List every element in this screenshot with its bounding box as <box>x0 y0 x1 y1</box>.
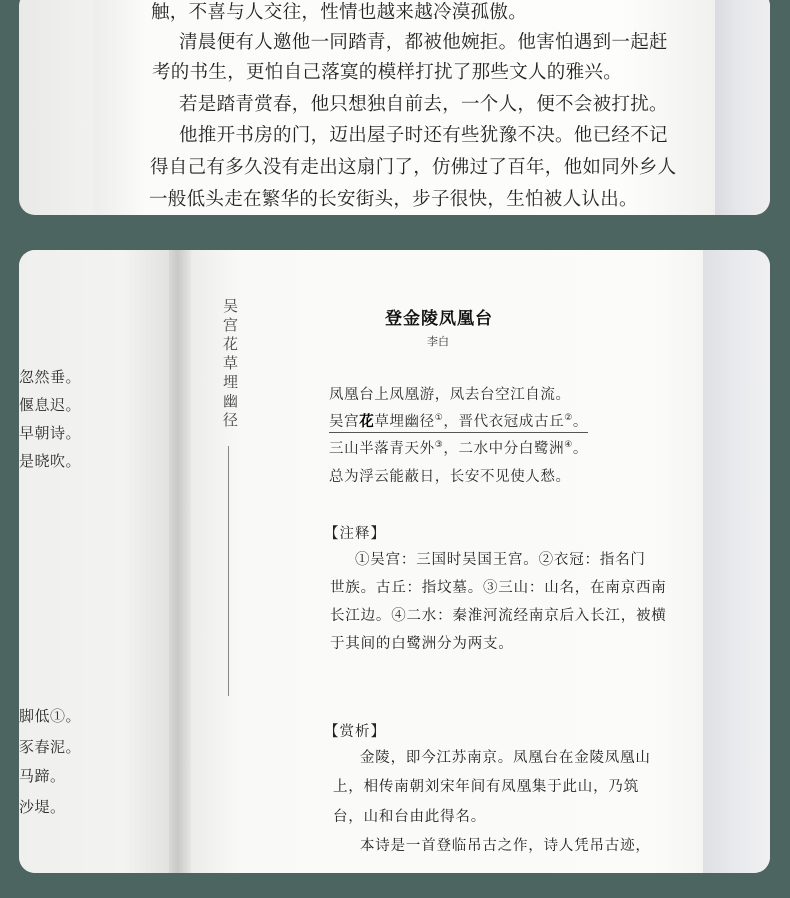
appreciation-line: 台，山和台由此得名。 <box>333 809 486 825</box>
poem-line-2: 吴宫花草埋幽径①，晋代衣冠成古丘②。 <box>329 410 588 433</box>
note-line: ①吴宫：三国时吴国王宫。②衣冠：指名门 <box>355 552 646 568</box>
left-text-fragment: 忽然垂。 <box>19 368 82 386</box>
note-line: 于其间的白鹭洲分为两支。 <box>330 636 514 652</box>
left-page <box>19 250 169 873</box>
poem-author: 李白 <box>427 335 449 348</box>
top-text-line: 考的书生，更怕自己落寞的模样打扰了那些文人的雅兴。 <box>152 62 623 83</box>
left-text-fragment: 早朝诗。 <box>19 424 82 442</box>
poem-line-1: 凤凰台上凤凰游，凤去台空江自流。 <box>329 387 571 403</box>
top-text-line: 他推开书房的门，迈出屋子时还有些犹豫不决。他已经不记 <box>179 125 668 146</box>
left-text-fragment: 脚低①。 <box>19 707 82 725</box>
appreciation-line: 金陵，即今江苏南京。凤凰台在金陵凤凰山 <box>360 750 651 766</box>
poem-line-4: 总为浮云能蔽日，长安不见使人愁。 <box>329 469 571 485</box>
top-text-line: 清晨便有人邀他一同踏青，都被他婉拒。他害怕遇到一起赶 <box>179 32 668 53</box>
left-text-fragment: 是晓吹。 <box>19 452 82 470</box>
book-gutter <box>169 250 191 873</box>
top-text-line: 得自己有多久没有走出这扇门了，仿佛过了百年，他如同外乡人 <box>150 157 677 178</box>
notes-heading: 【注释】 <box>324 526 386 542</box>
page-edge <box>715 0 770 215</box>
top-book-photo <box>19 0 770 215</box>
poem-line-3: 三山半落青天外③，二水中分白鹭洲④。 <box>329 440 588 457</box>
top-text-line: 一般低头走在繁华的长安街头，步子很快，生怕被人认出。 <box>149 189 638 210</box>
note-line: 世族。古丘：指坟墓。③三山：山名，在南京西南 <box>330 580 667 596</box>
left-text-fragment: 马蹄。 <box>19 767 66 785</box>
top-text-line: 若是踏青赏春，他只想独自前去，一个人，便不会被打扰。 <box>179 94 668 115</box>
top-text-line: 触，不喜与人交往，性情也越来越冷漠孤傲。 <box>151 2 528 23</box>
left-text-fragment: 偃息迟。 <box>19 396 82 414</box>
running-head: 吴宫花草埋幽径 <box>221 298 239 431</box>
top-book-page <box>97 0 715 215</box>
appreciation-line: 上，相传南朝刘宋年间有凤凰集于此山，乃筑 <box>333 779 639 795</box>
note-line: 长江边。④二水：秦淮河流经南京后入长江，被横 <box>330 608 667 624</box>
appreciation-heading: 【赏析】 <box>324 724 386 740</box>
poem-title: 登金陵凤凰台 <box>385 309 493 329</box>
vertical-rule <box>228 446 229 696</box>
page-edge <box>703 250 770 873</box>
appreciation-line: 本诗是一首登临吊古之作，诗人凭吊古迹， <box>360 838 651 854</box>
left-text-fragment: 沙堤。 <box>19 798 66 816</box>
bottom-book-photo <box>19 250 770 873</box>
left-text-fragment: 豕春泥。 <box>19 738 82 756</box>
